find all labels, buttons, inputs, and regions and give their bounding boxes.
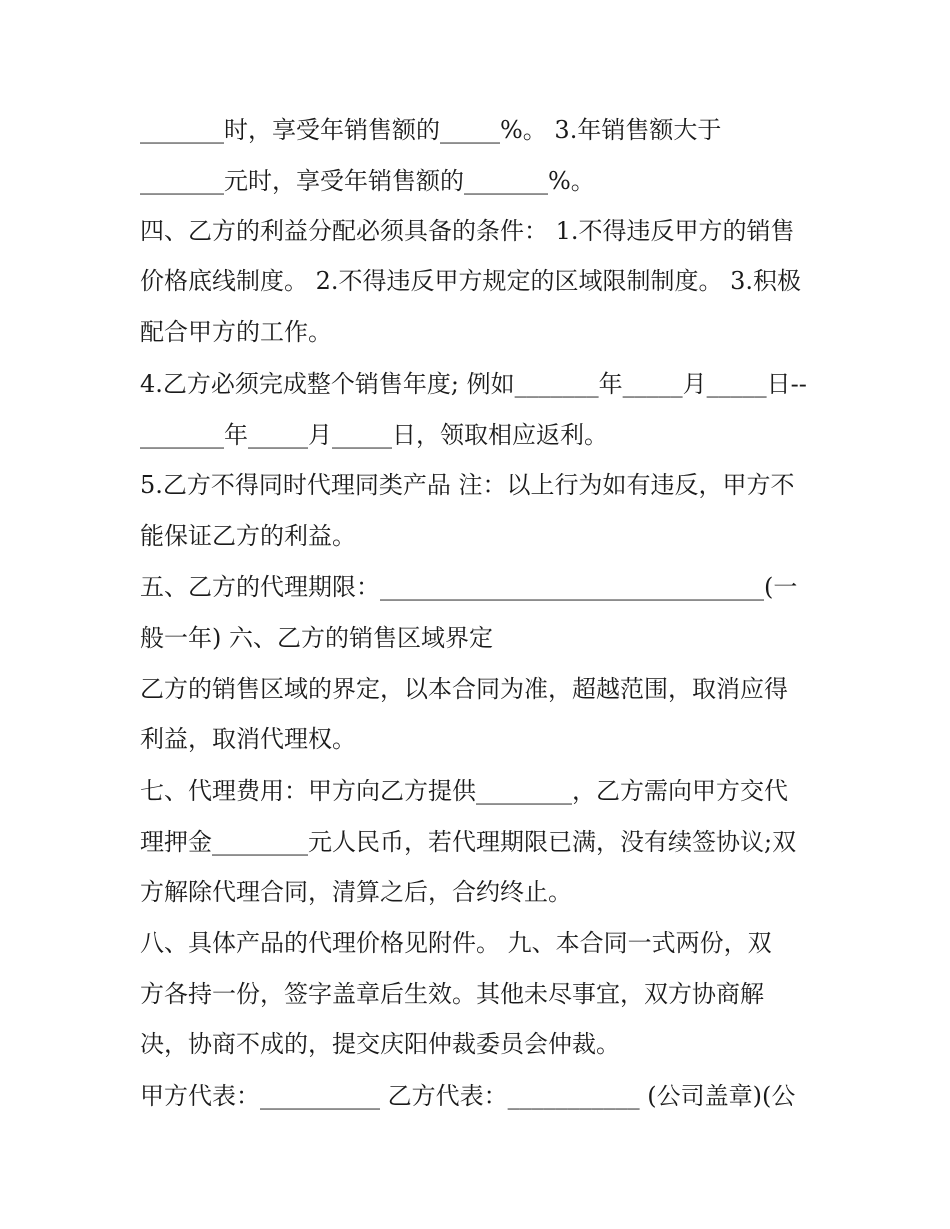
text-line: 能保证乙方的利益。 <box>140 522 356 550</box>
text-line: 般一年) 六、乙方的销售区域界定 <box>140 624 493 652</box>
text-line: _______元时，享受年销售额的_______%。 <box>140 167 595 195</box>
text-line: 价格底线制度。 2.不得违反甲方规定的区域限制制度。 3.积极 <box>140 267 802 295</box>
text-line: _______时，享受年销售额的_____%。 3.年销售额大于 <box>140 116 722 144</box>
text-line: 八、具体产品的代理价格见附件。 九、本合同一式两份，双 <box>140 929 772 957</box>
text-line: 方解除代理合同，清算之后，合约终止。 <box>140 878 572 906</box>
text-line: 七、代理费用：甲方向乙方提供________，乙方需向甲方交代 <box>140 777 788 805</box>
text-line: 利益，取消代理权。 <box>140 725 356 753</box>
text-line: 乙方的销售区域的界定，以本合同为准，超越范围，取消应得 <box>140 675 788 703</box>
text-line: 配合甲方的工作。 <box>140 318 332 346</box>
text-line: _______年_____月_____日，领取相应返利。 <box>140 421 608 449</box>
text-line: 决，协商不成的，提交庆阳仲裁委员会仲裁。 <box>140 1030 620 1058</box>
text-line: 理押金________元人民币，若代理期限已满，没有续签协议;双 <box>140 828 797 856</box>
text-line: 方各持一份，签字盖章后生效。其他未尽事宜，双方协商解 <box>140 980 764 1008</box>
text-line: 四、乙方的利益分配必须具备的条件： 1.不得违反甲方的销售 <box>140 217 795 245</box>
text-line: 五、乙方的代理期限：________________________________(一 <box>140 573 798 601</box>
text-line: 5.乙方不得同时代理同类产品 注：以上行为如有违反，甲方不 <box>140 471 795 499</box>
text-line: 甲方代表：__________ 乙方代表：___________ (公司盖章)(公 <box>140 1082 796 1110</box>
text-line: 4.乙方必须完成整个销售年度; 例如_______年_____月_____日-- <box>140 370 807 398</box>
